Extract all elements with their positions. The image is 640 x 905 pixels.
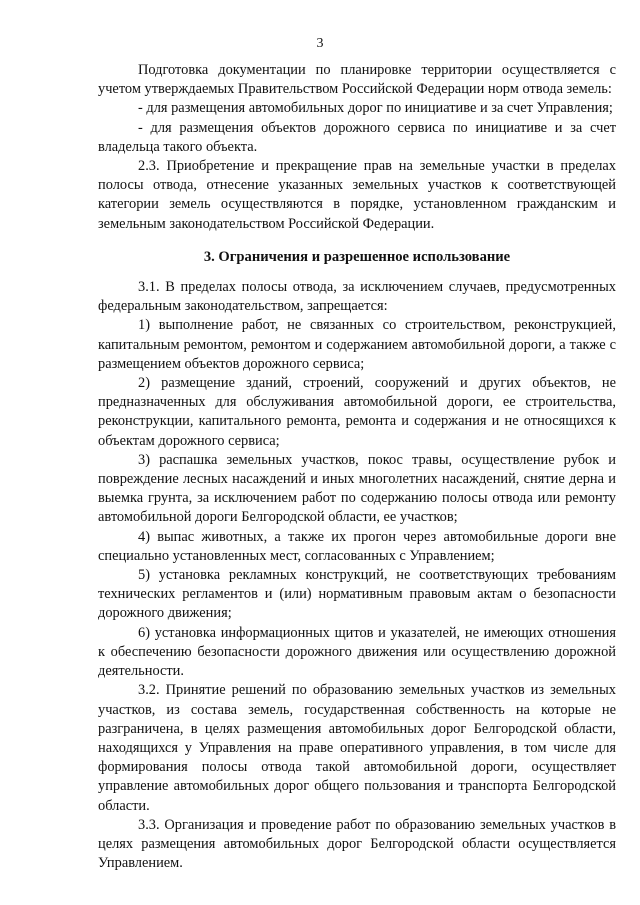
- paragraph-3-3: 3.3. Организация и проведение работ по образованию земельных участков в целях размещения автомобильных дорог Белгородской области осуществляется Управлением.: [98, 816, 616, 872]
- paragraph-list-road-service: - для размещения объектов дорожного сервиса по инициативе и за счет владельца такого объекта.: [98, 119, 616, 155]
- list-item-3: 3) распашка земельных участков, покос травы, осуществление рубок и повреждение лесных насаждений и иных многолетних насаждений, снятие дерна и выемка грунта, за исключением работ по содержанию полосы отвода или ремонту автомобильной дороги Белгородской области, ее участков;: [98, 451, 616, 526]
- list-item-4: 4) выпас животных, а также их прогон через автомобильные дороги вне специально установленных мест, согласованных с Управлением;: [98, 528, 616, 564]
- page-number: 3: [316, 36, 324, 51]
- document-body: [98, 61, 616, 873]
- list-item-6: 6) установка информационных щитов и указателей, не имеющих отношения к обеспечению безопасности дорожного движения или осуществлению дорожной деятельности.: [98, 624, 616, 680]
- paragraph-list-roads: - для размещения автомобильных дорог по инициативе и за счет Управления;: [138, 100, 613, 117]
- list-item-1: 1) выполнение работ, не связанных со строительством, реконструкцией, капитальным ремонтом, ремонтом и содержанием автомобильной дороги, а также с размещением объектов дорожного сервиса;: [98, 317, 616, 372]
- list-item-2: 2) размещение зданий, строений, сооружений и других объектов, не предназначенных для обслуживания автомобильной дороги, ее строительства, реконструкции, капитального ремонта, ремонта и содержания и не относящихся к объектам дорожного сервиса;: [98, 375, 616, 449]
- paragraph-planning-documentation: Подготовка документации по планировке территории осуществляется с учетом утверждаемых Правительством Российской Федерации норм отвода земель:: [98, 62, 616, 98]
- section-heading: 3. Ограничения и разрешенное использование: [203, 248, 511, 265]
- paragraph-2-3: 2.3. Приобретение и прекращение прав на земельные участки в пределах полосы отвода, отнесение указанных земельных участков к соответствующей категории земель осуществляются в порядке, установленном гражданским и земельным законодательством Российской Федерации.: [98, 158, 616, 232]
- paragraph-3-2: 3.2. Принятие решений по образованию земельных участков из земельных участков, из состава земель, государственная собственность на которые не разграничена, в целях размещения автомобильных дорог Белгородской области, находящихся у Управления на праве оперативного управления, в том числе для формирования полосы отвода такой автомобильной дороги, осуществляет управление автомобильных дорог общего пользования и транспорта Белгородской области.: [98, 682, 616, 814]
- paragraph-3-1: 3.1. В пределах полосы отвода, за исключением случаев, предусмотренных федеральным законодательством, запрещается:: [98, 279, 616, 315]
- list-item-5: 5) установка рекламных конструкций, не соответствующих требованиям технических регламентов и (или) нормативным правовым актам о безопасности дорожного движения;: [98, 567, 616, 622]
